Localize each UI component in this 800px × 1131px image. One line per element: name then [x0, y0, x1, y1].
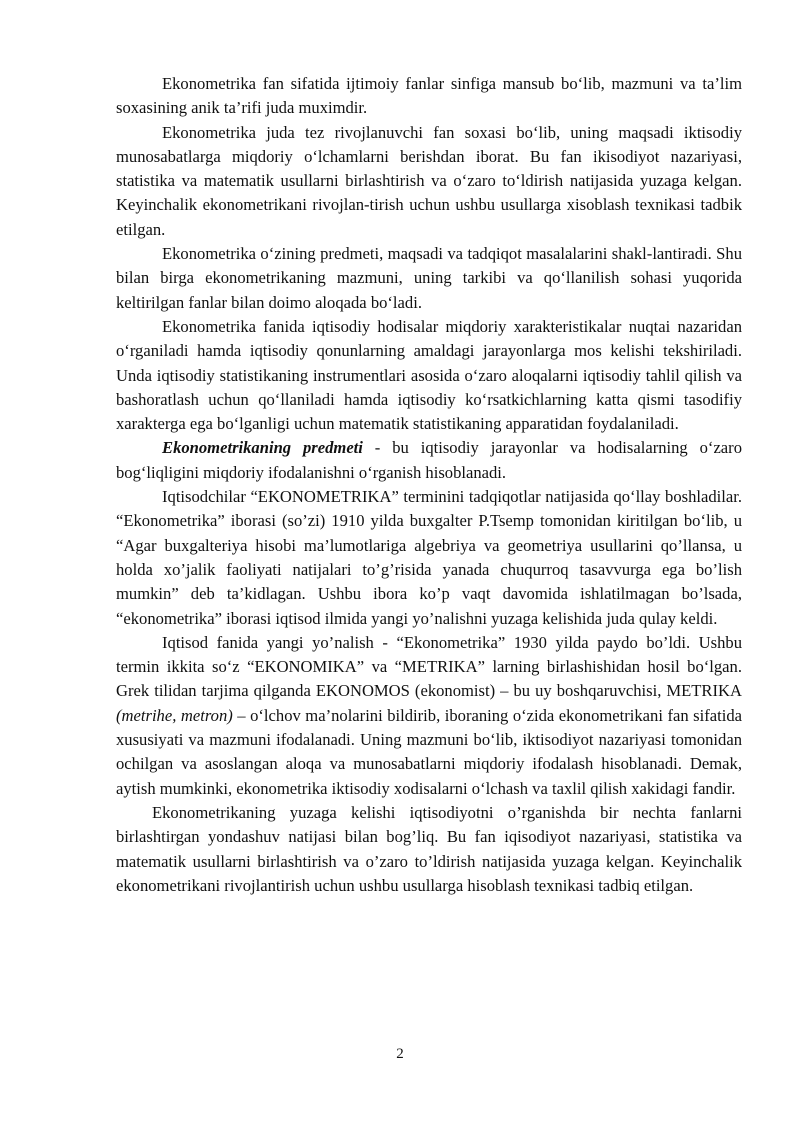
paragraph-3-text: Ekonometrika o‘zining predmeti, maqsadi va tadqiqot masalalarini shakl-lantiradi. Shu bilan birga ekonometrikaning mazmuni, uning tarkibi va qo‘llanilish sohasi yuqorida keltirilgan fanlar bilan doimo aloqada bo‘ladi. — [116, 244, 742, 312]
paragraph-3 — [116, 242, 742, 315]
paragraph-7-text-after: – o‘lchov ma’nolarini bildirib, iboraning o‘zida ekonometrikani fan sifatida xususiyati va mazmuni ifodalanadi. Uning mazmuni bo‘lib, iktisodiyot nazariyasi tomonidan ochilgan va asoslangan aloqa va munosabatlarni miqdoriy ifodalash hisoblanadi. Demak, aytish mumkinki, ekonometrika iktisodiy xodisalarni o‘lchash va taxlil qilish xakidagi fandir. — [116, 705, 742, 798]
paragraph-4 — [116, 315, 742, 436]
paragraph-2-text: Ekonometrika juda tez rivojlanuvchi fan soxasi bo‘lib, uning maqsadi iktisodiy munosabatlarga miqdoriy o‘lchamlarni berishdan iborat. Bu fan ikisodiyot nazariyasi, statistika va matematik usullarni birlashtirish va o‘zaro to‘ldirish natijasida yuzaga kelgan. Keyinchalik ekonometrikani rivojlan-tirish uchun ushbu usullarga xisoblash texnikasi tadbik etilgan. — [116, 122, 742, 239]
definition-term: Ekonometrikaning predmeti — [162, 438, 363, 458]
paragraph-4-text: Ekonometrika fanida iqtisodiy hodisalar miqdoriy xarakteristikalar nuqtai nazaridan o‘rganiladi hamda iqtisodiy qonunlarning amaldagi jarayonlarga mos kelishi tekshiriladi. Unda iqtisodiy statistikaning instrumentlari asosida o‘zaro aloqalarni iqtisodiy tahlil qilish va bashoratlash uchun qo‘llaniladi hamda iqtisodiy ko‘rsatkichlarning katta qismi tasodifiy xarakterga ega bo‘lganligi uchun matematik statistikaning apparatidan foydalaniladi. — [116, 316, 742, 434]
paragraph-1 — [116, 72, 742, 121]
paragraph-6 — [116, 485, 742, 631]
paragraph-7-italic: (metrihe, metron) — [116, 705, 233, 725]
paragraph-2 — [116, 121, 742, 242]
paragraph-5 — [116, 436, 742, 485]
page-number: 2 — [396, 1046, 404, 1062]
paragraph-7-text-before: Iqtisod fanida yangi yo’nalish - “Ekonometrika” 1930 yilda paydo bo’ldi. Ushbu termin ikkita so‘z “EKONOMIKA” va “METRIKA” larning birlashishidan hosil bo‘lgan. Grek tilidan tarjima qilganda EKONOMOS (ekonomist) – bu uy boshqaruvchisi, METRIKA — [116, 632, 742, 701]
paragraph-8-text: Ekonometrikaning yuzaga kelishi iqtisodiyotni o’rganishda bir nechta fanlarni birlashtirgan yondashuv natijasi bilan bog’liq. Bu fan iqisodiyot nazariyasi, statistika va matematik usullarni birlashtirish va o’zaro to’ldirish natijasida yuzaga kelgan. Keyinchalik ekonometrikani rivojlantirish uchun ushbu usullarga hisoblash texnikasi tadbiq etilgan. — [116, 802, 742, 895]
paragraph-1-text: Ekonometrika fan sifatida ijtimoiy fanlar sinfiga mansub bo‘lib, mazmuni va ta’lim soxasining anik ta’rifi juda muximdir. — [116, 74, 742, 118]
paragraph-5-text: - bu iqtisodiy jarayonlar va hodisalarning o‘zaro bog‘liqligini miqdoriy ifodalanishni o‘rganish hisoblanadi. — [116, 438, 742, 482]
paragraph-8 — [116, 801, 742, 898]
paragraph-7 — [116, 631, 742, 801]
document-body — [116, 72, 742, 898]
paragraph-6-text: Iqtisodchilar “EKONOMETRIKA” terminini tadqiqotlar natijasida qo‘llay boshladilar. “Ekonometrika” iborasi (so’zi) 1910 yilda buxgalter P.Tsemp tomonidan kiritilgan bo‘lib, u “Agar buxgalteriya hisobi ma’lumotlariga algebriya va geometriya usullarini qo’llansa, u holda xo’jalik faoliyati natijalari to’g’risida yanada chuqurroq tasavvurga ega bo’lish mumkin” deb ta’kidlagan. Ushbu ibora ko’p vaqt davomida ishlatilmagan bo’lsada, “ekonometrika” iborasi iqtisod ilmida yangi yo’nalishni yuzaga kelishida juda qulay keldi. — [116, 487, 742, 628]
